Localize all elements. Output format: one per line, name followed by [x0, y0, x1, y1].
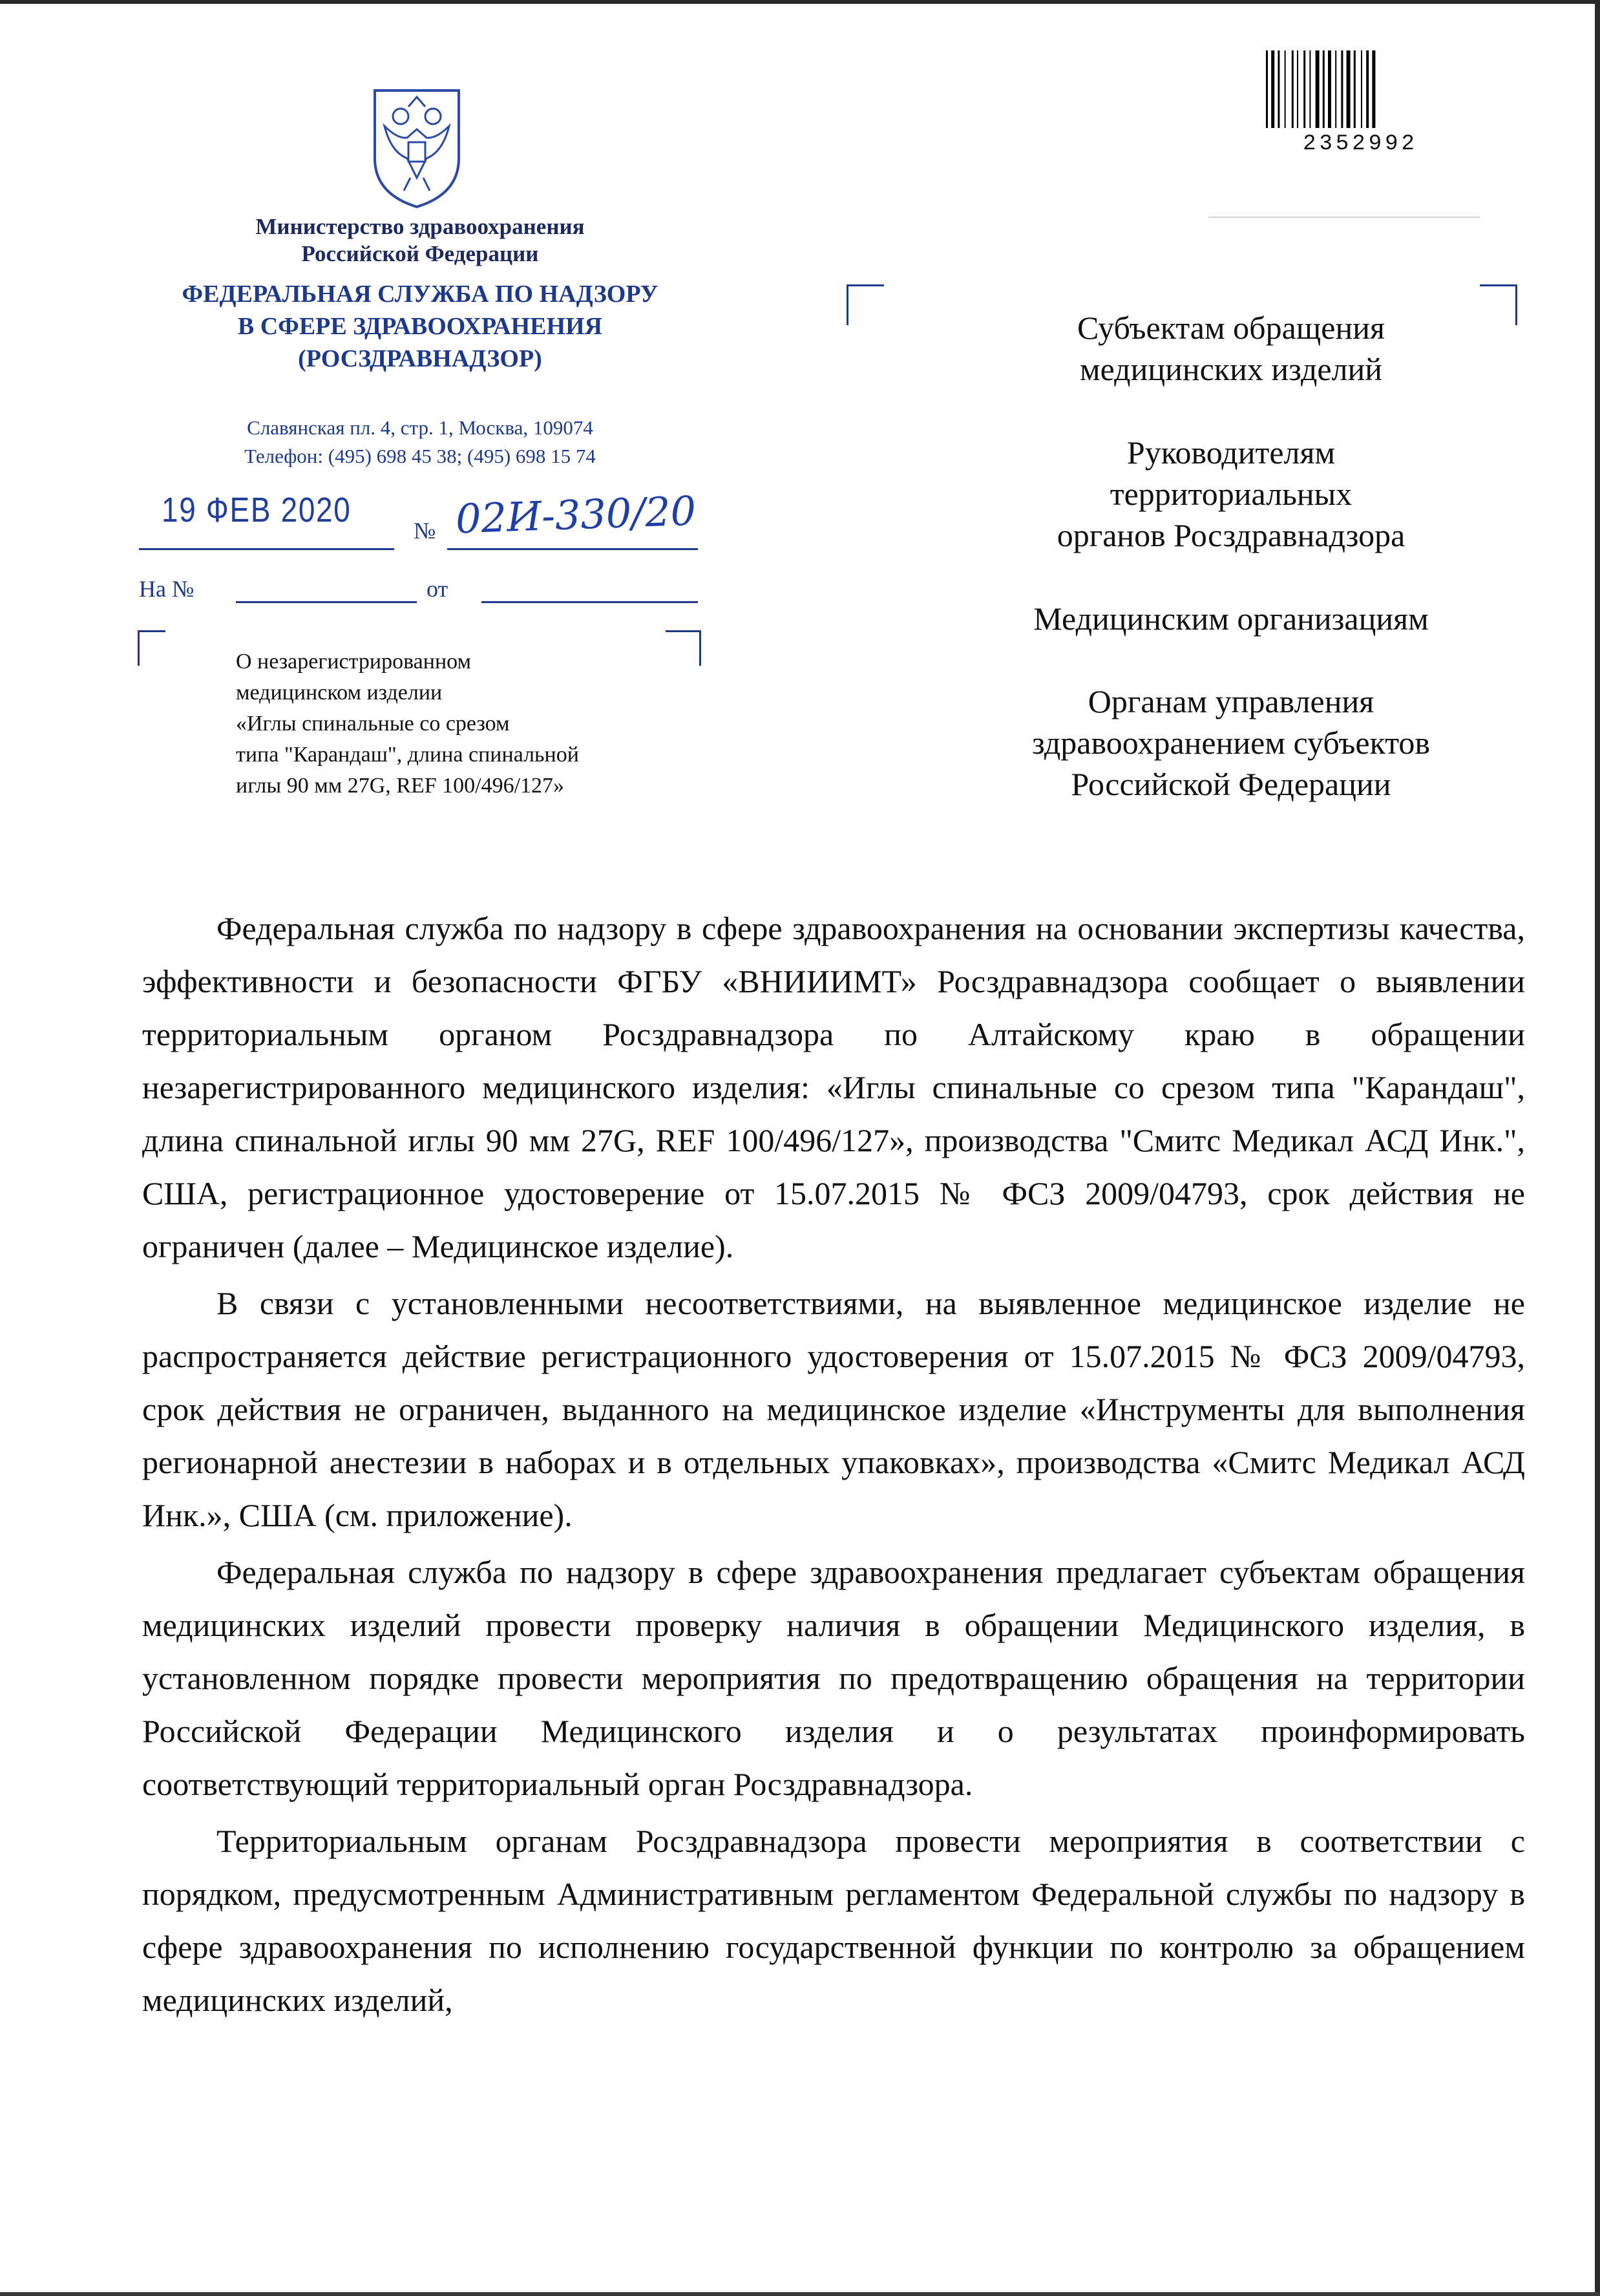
body-paragraph: Федеральная служба по надзору в сфере здравоохранения предлагает субъектам обращения медицинских изделий провести проверку наличия в обращении Медицинского изделия, в установленном порядке провести мероприятия по предотвращению обращения на территории Российской Федерации Медицинского изделия и о результатах проинформировать соответствующий территориальный орган Росздравнадзора.	[142, 1554, 1525, 1802]
barcode-bar	[1335, 50, 1336, 128]
subject-line: иглы 90 мм 27G, REF 100/496/127»	[236, 774, 565, 798]
addressee-line: территориальных	[1110, 476, 1353, 512]
addressee-heads	[950, 432, 1512, 556]
addressee-health-authorities	[950, 681, 1512, 805]
letter-body	[142, 902, 1525, 2030]
scan-artifact-line	[1208, 217, 1480, 218]
addressee-line: здравоохранением субъектов	[1031, 725, 1431, 761]
reply-from-label: от	[426, 576, 448, 602]
service-name	[129, 278, 711, 375]
barcode-bar	[1323, 50, 1325, 128]
scan-edge-right	[1595, 0, 1600, 2296]
service-line: ФЕДЕРАЛЬНАЯ СЛУЖБА ПО НАДЗОРУ	[182, 281, 658, 308]
date-stamp: 19 ФЕВ 2020	[162, 491, 352, 529]
subject-bracket-left	[138, 630, 165, 666]
barcode-bar	[1271, 50, 1274, 128]
addressee-subjects	[950, 307, 1512, 390]
barcode-bar	[1372, 50, 1375, 128]
ministry-line: Министерство здравоохранения	[255, 214, 585, 239]
number-label: №	[414, 518, 436, 544]
addressee-line: Субъектам обращения	[1077, 310, 1385, 346]
scan-edge-bottom	[0, 2292, 1600, 2296]
body-paragraph: В связи с установленными несоответствиями, на выявленное медицинское изделие не распространяется действие регистрационного удостоверения от 15.07.2015 № ФСЗ 2009/04793, срок действия не ограничен, выданного на медицинское изделие «Инструменты для выполнения регионарной анестезии в наборах и в отдельных упаковках», производства «Смитс Медикал АСД Инк.», США (см. приложение).	[142, 1285, 1525, 1533]
service-line: (РОСЗДРАВНАДЗОР)	[298, 345, 542, 372]
barcode-bar	[1366, 50, 1369, 128]
barcode-bar	[1328, 50, 1331, 128]
barcode-bar	[1316, 50, 1320, 128]
barcode-number: 2352992	[1303, 132, 1418, 156]
number-underline	[447, 548, 698, 550]
barcode-bar	[1292, 50, 1294, 128]
addressee-line: медицинских изделий	[1079, 351, 1383, 387]
letter-subject	[236, 646, 701, 802]
barcode-bar	[1341, 50, 1343, 128]
document-number: 02И-330/20	[454, 487, 697, 543]
phone-line: Телефон: (495) 698 45 38; (495) 698 15 74	[244, 445, 596, 467]
coat-of-arms-emblem	[362, 81, 472, 210]
date-underline	[139, 548, 394, 550]
barcode-bar	[1266, 50, 1268, 128]
subject-line: «Иглы спинальные со срезом	[236, 712, 510, 736]
barcode-bar	[1309, 50, 1311, 128]
body-paragraph: Территориальным органам Росздравнадзора провести мероприятия в соответствии с порядком, предусмотренным Административным регламентом Федеральной службы по надзору в сфере здравоохранения по исполнению государственной функции по контролю за обращением медицинских изделий,	[142, 1823, 1525, 2018]
barcode-bar	[1303, 50, 1305, 128]
reply-to-label: На №	[139, 576, 195, 602]
subject-line: медицинском изделии	[236, 681, 443, 705]
reply-date-line	[481, 601, 698, 603]
subject-line: типа "Карандаш", длина спинальной	[236, 743, 579, 767]
service-line: В СФЕРЕ ЗДРАВООХРАНЕНИЯ	[237, 313, 603, 340]
addressee-line: Руководителям	[1126, 434, 1336, 471]
body-paragraph: Федеральная служба по надзору в сфере здравоохранения на основании экспертизы качества, эффективности и безопасности ФГБУ «ВНИИИМТ» Росздравнадзора сообщает о выявлении территориальным органом Росздравнадзора по Алтайскому краю в обращении незарегистрированного медицинского изделия: «Иглы спинальные со срезом типа "Карандаш", длина спинальной иглы 90 мм 27G, REF 100/496/127», производства "Смитс Медикал АСД Инк.", США, регистрационное удостоверение от 15.07.2015 № ФСЗ 2009/04793, срок действия не ограничен (далее – Медицинское изделие).	[142, 910, 1525, 1264]
barcode-bar	[1285, 50, 1286, 128]
barcode-bar	[1278, 50, 1279, 128]
addressee-line: Российской Федерации	[1071, 766, 1391, 802]
addressee-line: Медицинским организациям	[1033, 601, 1429, 637]
address-line: Славянская пл. 4, стр. 1, Москва, 109074	[247, 416, 593, 439]
addressee-medical-orgs	[950, 598, 1512, 639]
ministry-name	[129, 213, 711, 268]
barcode-bar	[1354, 50, 1356, 128]
subject-line: О незарегистрированном	[236, 650, 472, 674]
barcode-bar	[1361, 50, 1362, 128]
addressee-bracket-left	[847, 284, 884, 325]
barcode	[1263, 50, 1457, 136]
barcode-bar	[1297, 50, 1298, 128]
scan-edge-top	[0, 0, 1600, 4]
addressee-line: Органам управления	[1088, 683, 1374, 719]
barcode-bar	[1347, 50, 1351, 128]
service-address	[129, 414, 711, 471]
addressee-line: органов Росздравнадзора	[1057, 517, 1405, 553]
ministry-line: Российской Федерации	[301, 241, 539, 266]
reply-number-line	[236, 601, 417, 603]
